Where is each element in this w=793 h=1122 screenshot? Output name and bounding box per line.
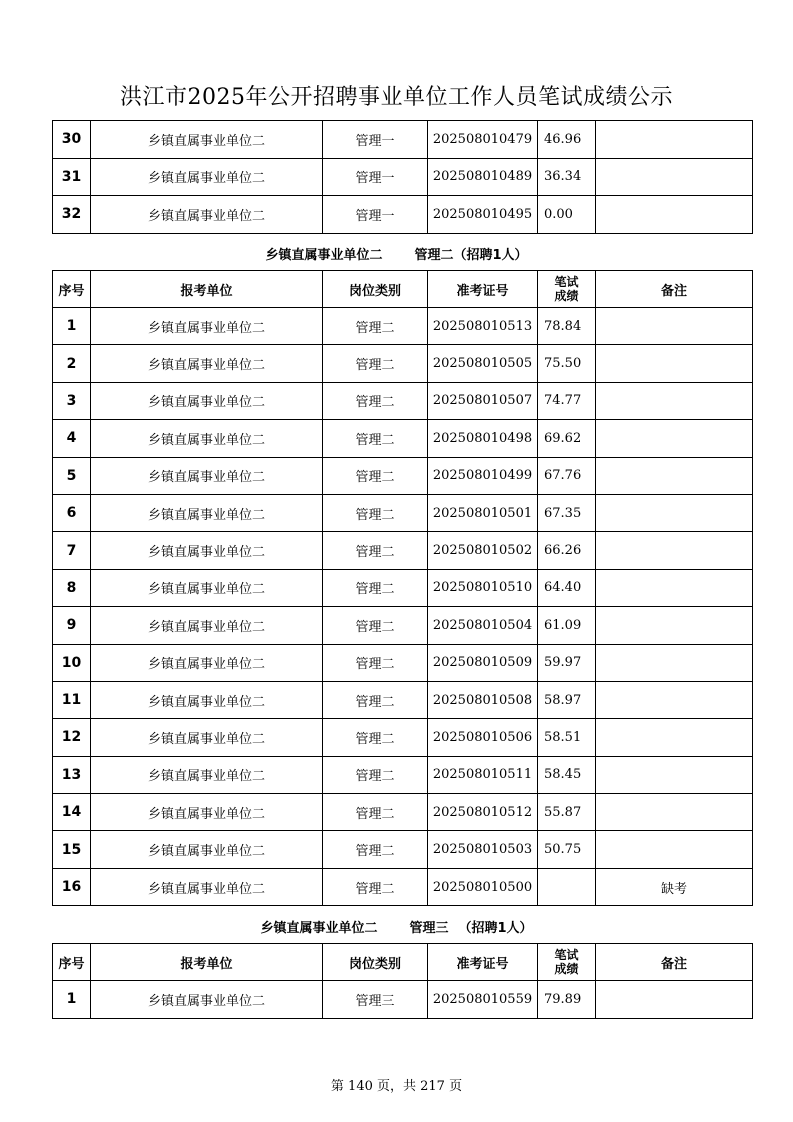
row-ticket: 202508010505 <box>428 345 538 382</box>
table-row <box>53 868 753 905</box>
row-unit: 乡镇直属事业单位二 <box>91 794 323 831</box>
row-ticket: 202508010502 <box>428 532 538 569</box>
row-seq: 1 <box>53 981 91 1019</box>
row-seq: 2 <box>53 345 91 382</box>
row-unit: 乡镇直属事业单位二 <box>91 308 323 345</box>
row-remark <box>596 681 753 718</box>
row-remark <box>596 420 753 457</box>
row-seq: 5 <box>53 457 91 494</box>
row-post: 管理一 <box>323 121 428 159</box>
row-post: 管理一 <box>323 158 428 196</box>
table-row <box>53 196 753 234</box>
header-remark: 备注 <box>596 271 753 308</box>
row-unit: 乡镇直属事业单位二 <box>91 196 323 234</box>
table-row <box>53 420 753 457</box>
row-score: 46.96 <box>538 121 596 159</box>
table-row <box>53 569 753 606</box>
row-remark <box>596 158 753 196</box>
row-seq: 31 <box>53 158 91 196</box>
row-remark <box>596 831 753 868</box>
row-post: 管理二 <box>323 868 428 905</box>
section-unit: 乡镇直属事业单位二 <box>260 921 378 936</box>
header-score-line1: 笔试 <box>554 275 579 289</box>
row-ticket: 202508010504 <box>428 607 538 644</box>
header-seq: 序号 <box>53 944 91 981</box>
score-table-management-2 <box>52 270 753 906</box>
header-score <box>538 271 596 308</box>
row-ticket: 202508010509 <box>428 644 538 681</box>
row-seq: 7 <box>53 532 91 569</box>
row-seq: 6 <box>53 494 91 531</box>
row-remark <box>596 569 753 606</box>
row-remark <box>596 457 753 494</box>
row-post: 管理二 <box>323 532 428 569</box>
header-remark: 备注 <box>596 944 753 981</box>
row-score: 78.84 <box>538 308 596 345</box>
table-row <box>53 607 753 644</box>
row-ticket: 202508010510 <box>428 569 538 606</box>
row-remark <box>596 719 753 756</box>
row-post: 管理二 <box>323 457 428 494</box>
row-score: 75.50 <box>538 345 596 382</box>
row-score: 0.00 <box>538 196 596 234</box>
table-row <box>53 719 753 756</box>
table-row <box>53 121 753 159</box>
score-table-management-1 <box>52 120 753 234</box>
row-ticket: 202508010503 <box>428 831 538 868</box>
section-post: 管理三 <box>409 921 449 936</box>
row-ticket: 202508010495 <box>428 196 538 234</box>
row-score: 55.87 <box>538 794 596 831</box>
row-seq: 9 <box>53 607 91 644</box>
row-remark <box>596 794 753 831</box>
row-score: 67.35 <box>538 494 596 531</box>
row-ticket: 202508010479 <box>428 121 538 159</box>
row-remark <box>596 121 753 159</box>
row-remark <box>596 981 753 1019</box>
table-row <box>53 532 753 569</box>
page-footer: 第 140 页，共 217 页 <box>330 1079 463 1094</box>
row-unit: 乡镇直属事业单位二 <box>91 644 323 681</box>
table-row <box>53 158 753 196</box>
section-quota: （招聘1人） <box>458 921 533 936</box>
row-post: 管理一 <box>323 196 428 234</box>
row-post: 管理二 <box>323 681 428 718</box>
row-seq: 10 <box>53 644 91 681</box>
page-title: 洪江市2025年公开招聘事业单位工作人员笔试成绩公示 <box>120 85 673 110</box>
row-post: 管理二 <box>323 644 428 681</box>
row-unit: 乡镇直属事业单位二 <box>91 420 323 457</box>
section-post: 管理二（招聘1人） <box>414 248 528 263</box>
row-seq: 1 <box>53 308 91 345</box>
row-remark <box>596 644 753 681</box>
header-score-line1: 笔试 <box>554 948 579 962</box>
table-row <box>53 644 753 681</box>
row-remark <box>596 308 753 345</box>
row-unit: 乡镇直属事业单位二 <box>91 457 323 494</box>
row-seq: 3 <box>53 382 91 419</box>
row-unit: 乡镇直属事业单位二 <box>91 681 323 718</box>
row-ticket: 202508010500 <box>428 868 538 905</box>
row-unit: 乡镇直属事业单位二 <box>91 158 323 196</box>
section-unit: 乡镇直属事业单位二 <box>265 248 383 263</box>
row-post: 管理二 <box>323 607 428 644</box>
row-ticket: 202508010512 <box>428 794 538 831</box>
table-header-row <box>53 944 753 981</box>
row-score: 61.09 <box>538 607 596 644</box>
row-seq: 13 <box>53 756 91 793</box>
header-post: 岗位类别 <box>323 271 428 308</box>
row-score: 79.89 <box>538 981 596 1019</box>
row-seq: 14 <box>53 794 91 831</box>
header-unit: 报考单位 <box>91 944 323 981</box>
row-post: 管理二 <box>323 569 428 606</box>
table-row <box>53 794 753 831</box>
row-post: 管理二 <box>323 756 428 793</box>
table-row <box>53 831 753 868</box>
table-row <box>53 681 753 718</box>
row-remark: 缺考 <box>596 868 753 905</box>
row-score: 59.97 <box>538 644 596 681</box>
row-seq: 30 <box>53 121 91 159</box>
row-seq: 12 <box>53 719 91 756</box>
table-row <box>53 308 753 345</box>
row-unit: 乡镇直属事业单位二 <box>91 868 323 905</box>
row-ticket: 202508010513 <box>428 308 538 345</box>
row-post: 管理二 <box>323 420 428 457</box>
row-unit: 乡镇直属事业单位二 <box>91 345 323 382</box>
row-unit: 乡镇直属事业单位二 <box>91 981 323 1019</box>
table-row <box>53 494 753 531</box>
table-header-row <box>53 271 753 308</box>
row-score <box>538 868 596 905</box>
row-remark <box>596 494 753 531</box>
row-score: 74.77 <box>538 382 596 419</box>
score-table-management-3 <box>52 943 753 1019</box>
row-unit: 乡镇直属事业单位二 <box>91 569 323 606</box>
row-unit: 乡镇直属事业单位二 <box>91 607 323 644</box>
row-remark <box>596 756 753 793</box>
row-post: 管理二 <box>323 308 428 345</box>
row-seq: 11 <box>53 681 91 718</box>
row-ticket: 202508010499 <box>428 457 538 494</box>
row-ticket: 202508010501 <box>428 494 538 531</box>
row-score: 66.26 <box>538 532 596 569</box>
row-seq: 8 <box>53 569 91 606</box>
row-ticket: 202508010507 <box>428 382 538 419</box>
row-ticket: 202508010511 <box>428 756 538 793</box>
table-row <box>53 345 753 382</box>
row-score: 58.97 <box>538 681 596 718</box>
header-post: 岗位类别 <box>323 944 428 981</box>
row-remark <box>596 196 753 234</box>
row-unit: 乡镇直属事业单位二 <box>91 719 323 756</box>
row-score: 50.75 <box>538 831 596 868</box>
row-post: 管理二 <box>323 831 428 868</box>
row-ticket: 202508010498 <box>428 420 538 457</box>
row-score: 36.34 <box>538 158 596 196</box>
table-row <box>53 981 753 1019</box>
row-post: 管理二 <box>323 494 428 531</box>
row-post: 管理二 <box>323 719 428 756</box>
row-seq: 4 <box>53 420 91 457</box>
row-remark <box>596 382 753 419</box>
row-post: 管理二 <box>323 382 428 419</box>
row-seq: 16 <box>53 868 91 905</box>
row-score: 67.76 <box>538 457 596 494</box>
header-ticket: 准考证号 <box>428 271 538 308</box>
row-post: 管理三 <box>323 981 428 1019</box>
section-heading-management-3 <box>0 917 793 936</box>
row-unit: 乡镇直属事业单位二 <box>91 121 323 159</box>
row-ticket: 202508010559 <box>428 981 538 1019</box>
row-score: 58.45 <box>538 756 596 793</box>
header-score-line2: 成绩 <box>554 962 579 976</box>
row-remark <box>596 345 753 382</box>
row-ticket: 202508010506 <box>428 719 538 756</box>
table-row <box>53 382 753 419</box>
row-unit: 乡镇直属事业单位二 <box>91 494 323 531</box>
row-ticket: 202508010489 <box>428 158 538 196</box>
row-unit: 乡镇直属事业单位二 <box>91 831 323 868</box>
row-unit: 乡镇直属事业单位二 <box>91 532 323 569</box>
row-ticket: 202508010508 <box>428 681 538 718</box>
row-remark <box>596 607 753 644</box>
row-unit: 乡镇直属事业单位二 <box>91 382 323 419</box>
table-row <box>53 756 753 793</box>
header-ticket: 准考证号 <box>428 944 538 981</box>
row-post: 管理二 <box>323 345 428 382</box>
section-heading-management-2 <box>0 244 793 263</box>
row-remark <box>596 532 753 569</box>
table-row <box>53 457 753 494</box>
header-score-line2: 成绩 <box>554 289 579 303</box>
header-seq: 序号 <box>53 271 91 308</box>
row-unit: 乡镇直属事业单位二 <box>91 756 323 793</box>
row-seq: 32 <box>53 196 91 234</box>
row-score: 69.62 <box>538 420 596 457</box>
row-score: 64.40 <box>538 569 596 606</box>
row-score: 58.51 <box>538 719 596 756</box>
header-score <box>538 944 596 981</box>
row-post: 管理二 <box>323 794 428 831</box>
row-seq: 15 <box>53 831 91 868</box>
header-unit: 报考单位 <box>91 271 323 308</box>
